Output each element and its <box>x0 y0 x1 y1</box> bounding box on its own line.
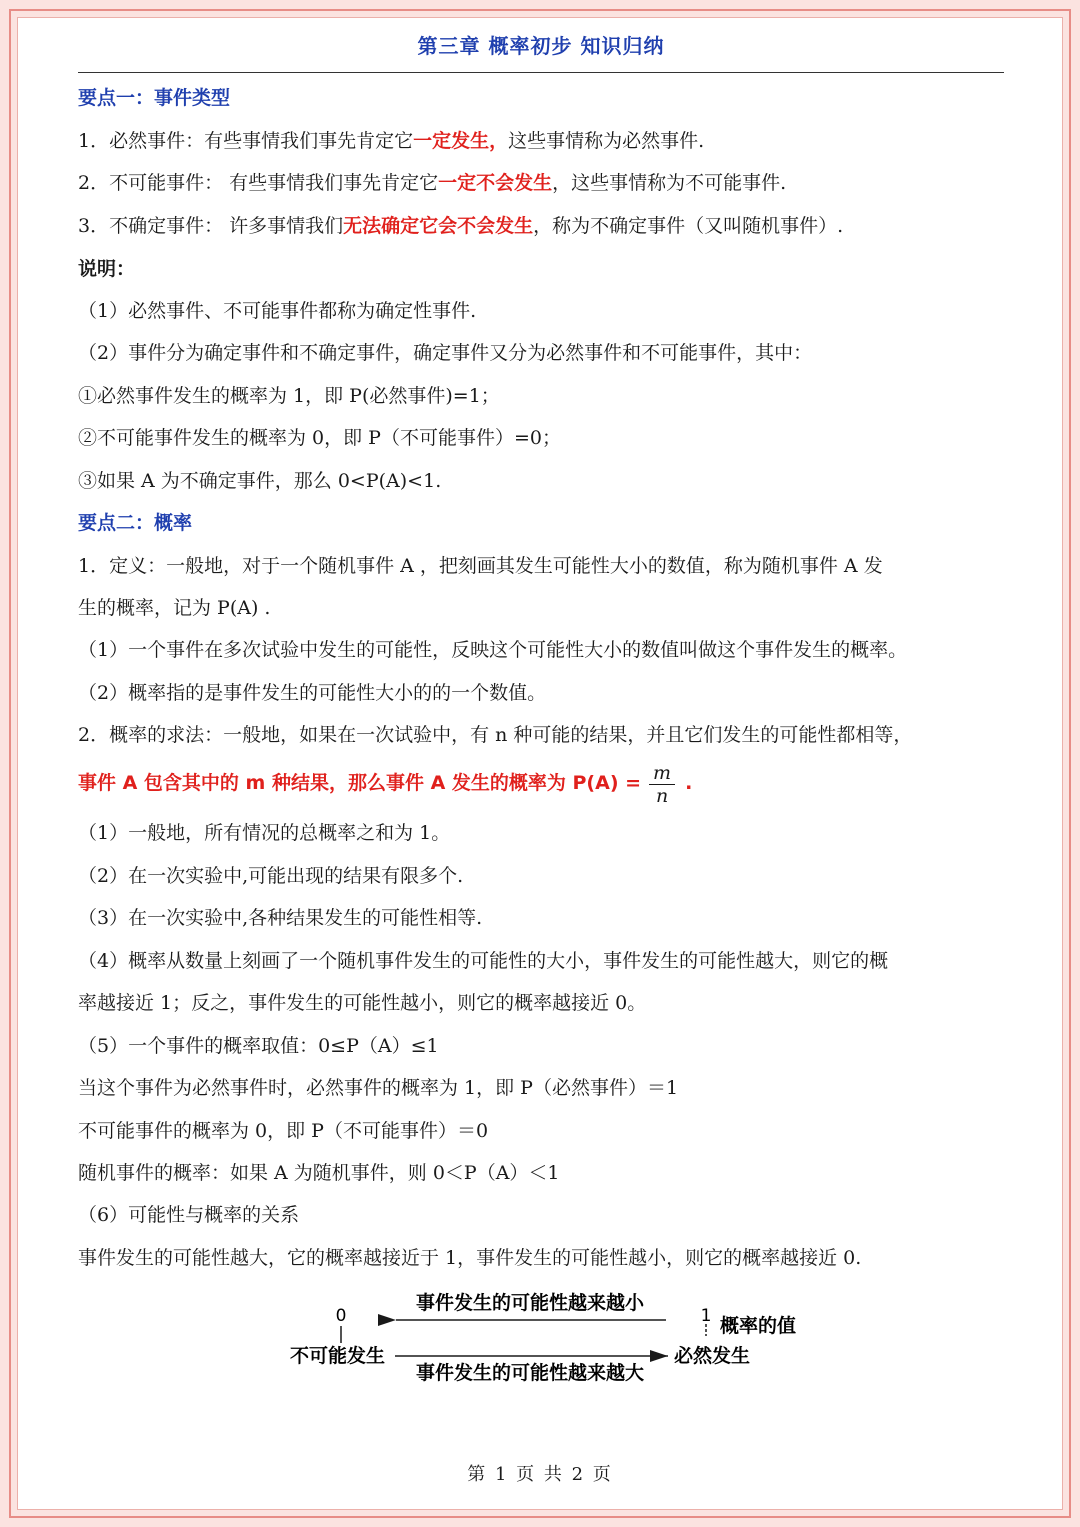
property-line: 随机事件的概率：如果 A 为随机事件，则 0＜P（A）＜1 <box>78 1162 560 1184</box>
item3-suffix: ，称为不确定事件（又叫随机事件）. <box>533 215 844 237</box>
note-line: ①必然事件发生的概率为 1，即 P(必然事件)=1； <box>78 385 500 407</box>
method-line: 2．概率的求法：一般地，如果在一次试验中，有 n 种可能的结果，并且它们发生的可能性都相等， <box>78 724 913 746</box>
title-rule <box>78 72 1004 73</box>
value-label: 概率的值 <box>720 1315 797 1337</box>
definition-line: 1．定义：一般地，对于一个随机事件 A ，把刻画其发生可能性大小的数值，称为随机事件 A 发 <box>78 555 883 577</box>
section1-item1 <box>78 128 1004 154</box>
top-arrow-label: 事件发生的可能性越来越小 <box>415 1292 645 1314</box>
definition-note: （1）一个事件在多次试验中发生的可能性，反映这个可能性大小的数值叫做这个事件发生的概率。 <box>78 639 908 661</box>
note-line: ③如果 A 为不确定事件，那么 0<P(A)<1. <box>78 470 442 492</box>
item1-highlight: 一定发生， <box>413 130 509 152</box>
section1-item2 <box>78 170 1004 196</box>
item2-highlight: 一定不会发生 <box>438 172 553 194</box>
section1-item3 <box>78 213 1004 239</box>
method-formula-text: 事件 A 包含其中的 m 种结果，那么事件 A 发生的概率为 P(A) = <box>78 772 642 794</box>
property-line: 事件发生的可能性越大，它的概率越接近于 1，事件发生的可能性越小，则它的概率越接近 0. <box>78 1247 862 1269</box>
property-line: 率越接近 1；反之，事件发生的可能性越小，则它的概率越接近 0。 <box>78 992 647 1014</box>
definition-line: 生的概率，记为 P(A) . <box>78 597 271 619</box>
fraction-numerator: m <box>649 762 675 785</box>
note-line: ②不可能事件发生的概率为 0，即 P（不可能事件）=0； <box>78 427 561 449</box>
certain-label: 必然发生 <box>674 1345 751 1367</box>
method-end: . <box>685 772 693 794</box>
property-line: （4）概率从数量上刻画了一个随机事件发生的可能性的大小，事件发生的可能性越大，则它的概 <box>78 950 889 972</box>
label-one: 1 <box>700 1306 712 1326</box>
bottom-arrow-label: 事件发生的可能性越来越大 <box>415 1362 645 1384</box>
property-line: （5）一个事件的概率取值：0≤P（A）≤1 <box>78 1035 439 1057</box>
item3-prefix: 3．不确定事件： 许多事情我们 <box>78 215 344 237</box>
note-line: （2）事件分为确定事件和不确定事件，确定事件又分为必然事件和不可能事件，其中： <box>78 342 813 364</box>
page-footer: 第 1 页 共 2 页 <box>467 1464 613 1485</box>
property-line: （6）可能性与概率的关系 <box>78 1204 300 1226</box>
property-line: 不可能事件的概率为 0，即 P（不可能事件）＝0 <box>78 1120 489 1142</box>
document-title: 第三章 概率初步 知识归纳 <box>417 34 665 58</box>
section1-heading: 要点一：事件类型 <box>78 87 231 109</box>
item2-prefix: 2．不可能事件： 有些事情我们事先肯定它 <box>78 172 439 194</box>
label-zero: 0 <box>335 1306 347 1326</box>
property-line: （3）在一次实验中,各种结果发生的可能性相等. <box>78 907 483 929</box>
property-line: （1）一般地，所有情况的总概率之和为 1。 <box>78 822 451 844</box>
item1-suffix: 这些事情称为必然事件. <box>508 130 705 152</box>
fraction-denominator: n <box>655 784 669 807</box>
item3-highlight: 无法确定它会不会发生 <box>343 215 534 237</box>
fraction-m-over-n <box>649 762 675 807</box>
impossible-label: 不可能发生 <box>289 1345 385 1367</box>
method-formula-line <box>78 760 1004 807</box>
note-label: 说明： <box>78 258 136 280</box>
item2-suffix: ，这些事情称为不可能事件. <box>552 172 787 194</box>
property-line: （2）在一次实验中,可能出现的结果有限多个. <box>78 865 464 887</box>
note-line: （1）必然事件、不可能事件都称为确定性事件. <box>78 300 477 322</box>
definition-note: （2）概率指的是事件发生的可能性大小的的一个数值。 <box>78 682 547 704</box>
item1-prefix: 1．必然事件：有些事情我们事先肯定它 <box>78 130 414 152</box>
section2-heading: 要点二：概率 <box>78 512 193 534</box>
property-line: 当这个事件为必然事件时，必然事件的概率为 1，即 P（必然事件）＝1 <box>78 1077 679 1099</box>
